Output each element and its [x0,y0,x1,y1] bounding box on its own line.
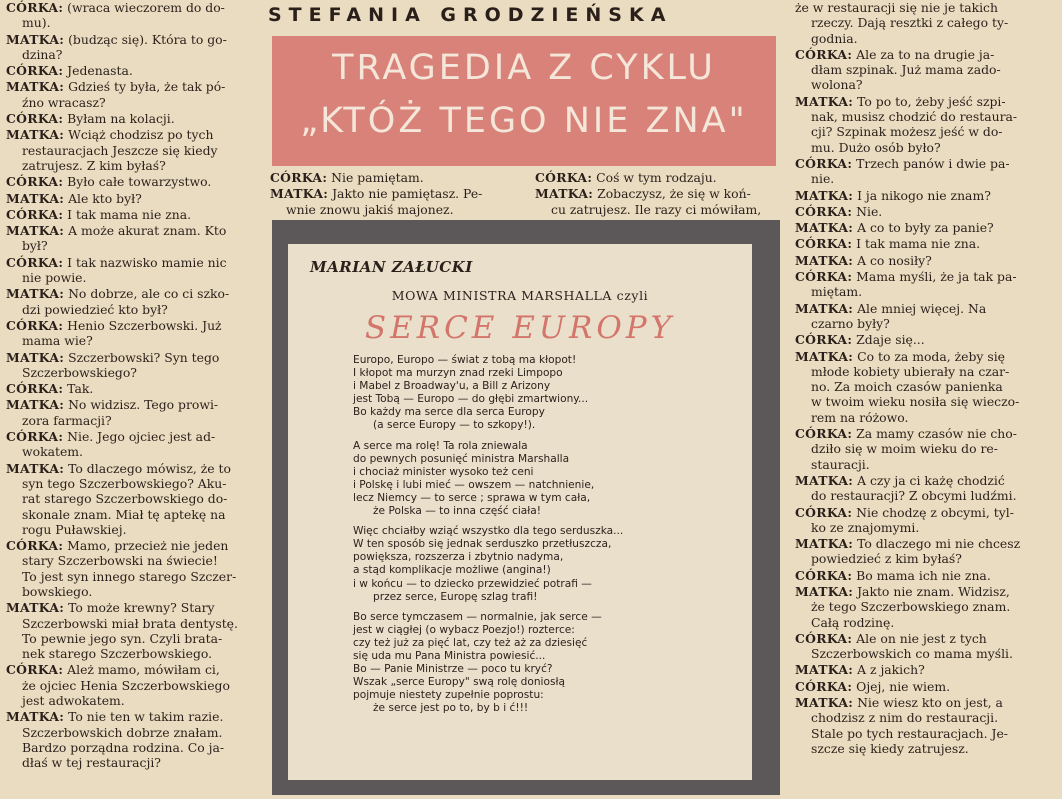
speaker-label: MATKA: [6,79,65,95]
dialogue-line [795,269,1047,300]
speaker-label: MATKA: [795,93,854,109]
poem-author: MARIAN ZAŁUCKI [310,258,473,276]
dialogue-continuation: To jest syn innego starego Szczer- [22,568,237,584]
dialogue-text: I tak nazwisko mamie nic [67,254,227,270]
dialogue-continuation: cu zatrujesz. Ile razy ci mówiłam, [551,201,762,217]
speaker-label: CÓRKA: [6,174,64,190]
dialogue-continuation: ko ze znajomymi. [811,519,920,535]
speaker-label: MATKA: [795,187,854,203]
dialogue-line [795,568,1047,583]
dialogue-line [795,236,1047,251]
speaker-label: CÓRKA: [795,203,853,219]
dialogue-text: I ja nikogo nie znam? [857,187,991,203]
dialogue-text: To nie ten w takim razie. [68,709,224,725]
right-dialogue-column [795,0,1047,757]
dialogue-continuation: Szczerbowski miał brata dentystę. [22,615,238,631]
dialogue-continuation: do restauracji? Z obcymi ludźmi. [811,488,1017,504]
poem-line: W ten sposób się jednak serduszko przetłuszcza, [353,538,612,551]
speaker-label: MATKA: [795,252,854,268]
dialogue-text: Ale on nie jest z tych [856,630,987,646]
speaker-label: MATKA: [795,536,854,552]
dialogue-line [6,350,261,381]
dialogue-text: To dlaczego mi nie chcesz [857,536,1021,552]
dialogue-line [795,301,1047,332]
dialogue-line [6,174,261,189]
dialogue-line [6,63,261,78]
dialogue-continuation: rem na różowo. [811,409,909,425]
dialogue-continuation: Szczerbowskiego? [22,364,137,380]
dialogue-text: No widzisz. Tego prowi- [68,397,219,413]
poem-line: przez serce, Europę szlag trafi! [373,590,538,603]
dialogue-text: Jakto nie znam. Widzisz, [857,583,1010,599]
dialogue-text: Trzech panów i dwie pa- [856,155,1010,171]
dialogue-continuation: w twoim wieku nosiła się wieczo- [811,394,1020,410]
dialogue-continuation: bowskiego. [22,583,93,599]
dialogue-line [795,631,1047,662]
speaker-label: CÓRKA: [270,170,328,185]
dialogue-text: Jakto nie pamiętasz. Pe- [332,186,483,202]
dialogue-continuation: dzina? [22,46,63,62]
dialogue-continuation: czarno były? [811,315,890,331]
dialogue-line [6,191,261,206]
poem-line: do pewnych posunięć ministra Marshalla [353,452,570,465]
speaker-label: CÓRKA: [6,538,64,554]
speaker-label: CÓRKA: [795,269,853,285]
dialogue-text: Ale za to na drugie ja- [856,46,995,62]
dialogue-line [6,127,261,173]
poem-line: Bo — Panie Ministrze — poco tu kryć? [353,663,553,676]
dialogue-line [795,473,1047,504]
dialogue-line [795,253,1047,268]
poem-stanza [353,440,733,519]
dialogue-continuation: no. Za moich czasów panienka [811,379,1003,395]
dialogue-line [795,188,1047,203]
poem-line: Wszak „serce Europy" swą rolę doniosłą [353,676,565,689]
poem-line: (a serce Europy — to szkopy!). [373,419,536,432]
dialogue-text: A z jakich? [857,662,925,678]
dialogue-continuation: Całą rodzinę. [811,614,895,630]
dialogue-text: Zdaje się... [856,332,925,348]
dialogue-continuation: dłaś w tej restauracji? [22,755,161,771]
dialogue-line [6,461,261,537]
dialogue-continuation: stary Szczerbowski na świecie! [22,553,218,569]
poem-line: Bo każdy ma serce dla serca Europy [353,406,545,419]
dialogue-line [270,186,528,217]
dialogue-continuation: wolona? [811,77,863,93]
dialogue-continuation: godnia. [811,30,858,46]
speaker-label: MATKA: [6,460,65,476]
dialogue-continuation: skonale znam. Miał tę aptekę na [22,506,226,522]
dialogue-line [6,207,261,222]
dialogue-line [6,79,261,110]
dialogue-line [6,538,261,599]
dialogue-continuation: rat starego Szczerbowskiego do- [22,491,228,507]
speaker-label: MATKA: [6,600,65,616]
dialogue-text: Ojej, nie wiem. [856,678,951,694]
speaker-label: CÓRKA: [6,0,64,15]
dialogue-continuation: rzeczy. Dają resztki z całego ty- [811,15,1009,31]
dialogue-line [795,505,1047,536]
dialogue-text: (budząc się). Która to go- [68,31,227,47]
dialogue-text: Ale mniej więcej. Na [857,300,987,316]
dialogue-line [6,286,261,317]
dialogue-continuation: mama wie? [22,333,93,349]
speaker-label: CÓRKA: [6,662,64,678]
dialogue-line [795,47,1047,93]
dialogue-line [795,662,1047,677]
dialogue-text: To może krewny? Stary [68,600,215,616]
dialogue-continuation: że ojciec Henia Szczerbowskiego [22,677,230,693]
dialogue-text: Bo mama ich nie zna. [856,567,991,583]
speaker-label: CÓRKA: [6,111,64,127]
dialogue-continuation: Stale po tych restauracjach. Je- [811,725,1008,741]
dialogue-line [6,429,261,460]
dialogue-text: No dobrze, ale co ci szko- [68,286,230,302]
dialogue-continuation: dzi powiedzieć kto był? [22,301,168,317]
dialogue-line [6,223,261,254]
speaker-label: MATKA: [6,127,65,143]
dialogue-text: Ależ mamo, mówiłam ci, [67,662,220,678]
speaker-label: MATKA: [795,220,854,236]
dialogue-text: Jedenasta. [67,63,133,79]
speaker-label: MATKA: [270,186,329,202]
dialogue-text: Nie pamiętam. [331,170,424,185]
poem-line: jest w ciągłej (o wybacz Poezjo!) rozterce: [353,623,575,636]
dialogue-line [795,349,1047,425]
poem-line: Więc chciałby wziąć wszystko dla tego serduszka... [353,525,624,538]
poem-line: że serce jest po to, by b i ć!!! [373,702,529,715]
dialogue-text: A może akurat znam. Kto [68,223,227,239]
dialogue-text: Szczerbowski? Syn tego [68,349,220,365]
speaker-label: MATKA: [795,583,854,599]
middle-dialogue-column-a [270,170,528,218]
poem-line: A serce ma rolę! Ta rola zniewala [353,439,528,452]
speaker-label: CÓRKA: [795,236,853,252]
dialogue-continuation: wokatem. [22,444,83,460]
dialogue-line [6,662,261,708]
poem-line: lecz Niemcy — to serce ; sprawa w tym cała, [353,491,591,504]
dialogue-continuation: szcze się kiedy zatrujesz. [811,740,969,756]
dialogue-text: Byłam na kolacji. [67,111,175,127]
dialogue-text: Henio Szczerbowski. Już [67,317,222,333]
article-title-line-1: TRAGEDIA Z CYKLU [332,48,716,88]
dialogue-line [795,584,1047,630]
speaker-label: MATKA: [535,186,594,202]
dialogue-line [6,255,261,286]
poem-line: że Polska — to inna część ciała! [373,505,542,518]
dialogue-line [535,186,785,217]
dialogue-continuation: chodzisz z nim do restauracji. [811,710,999,726]
dialogue-continuation: cji? Szpinak możesz jeść w do- [811,124,1003,140]
dialogue-line [6,381,261,396]
dialogue-line [795,94,1047,155]
dialogue-continuation: Szczerbowskich dobrze znałam. [22,724,223,740]
speaker-label: MATKA: [795,348,854,364]
middle-dialogue-column-b [535,170,785,218]
dialogue-line [795,220,1047,235]
speaker-label: CÓRKA: [6,381,64,397]
poem-stanza [353,611,733,716]
dialogue-continuation: nie. [811,171,835,187]
speaker-label: MATKA: [795,695,854,711]
dialogue-text: Coś w tym rodzaju. [596,170,717,185]
dialogue-text: Nie. [856,203,883,219]
speaker-label: CÓRKA: [6,63,64,79]
poem-line: pojmuje niestety zupełnie poprostu: [353,689,544,702]
poem-line: i Polskę i lubi mieć — owszem — natchnienie, [353,478,595,491]
speaker-label: CÓRKA: [535,170,593,185]
speaker-label: MATKA: [6,223,65,239]
article-title-line-2: „KTÓŻ TEGO NIE ZNA" [300,101,748,141]
poem-line: i Mabel z Broadway'u, a Bill z Arizony [353,380,551,393]
speaker-label: MATKA: [795,662,854,678]
poem-line: Europo, Europo — świat z tobą ma kłopot! [353,354,577,366]
dialogue-continuation: wnie znowu jakiś majonez. [286,201,454,217]
dialogue-text: I tak mama nie zna. [856,236,981,252]
dialogue-continuation: Szczerbowskich co mama myśli. [811,646,1013,662]
dialogue-line [6,709,261,770]
speaker-label: MATKA: [6,31,65,47]
dialogue-line [6,397,261,428]
speaker-label: CÓRKA: [795,332,853,348]
dialogue-continuation: dziło się w moim wieku do re- [811,441,998,457]
poem-body [353,354,733,722]
dialogue-line [6,600,261,661]
speaker-label: CÓRKA: [6,206,64,222]
dialogue-text: Nie. Jego ojciec jest ad- [67,429,216,445]
dialogue-text: Za mamy czasów nie cho- [856,426,1017,442]
dialogue-text: Było całe towarzystwo. [67,174,212,190]
speaker-label: CÓRKA: [795,46,853,62]
dialogue-line [795,426,1047,472]
dialogue-continuation: To pewnie jego syn. Czyli brata- [22,630,223,646]
dialogue-text: Zobaczysz, że się w koń- [597,186,751,202]
speaker-label: MATKA: [795,472,854,488]
article-title-box [272,36,776,166]
speaker-label: CÓRKA: [795,504,853,520]
dialogue-line [535,170,785,185]
dialogue-continuation: restauracjach Jeszcze się kiedy [22,142,218,158]
poem-line: i w końcu — to dziecko przewidzieć potrafi — [353,577,592,590]
poem-line: I kłopot ma murzyn znad rzeki Limpopo [353,367,563,380]
dialogue-continuation: stauracji. [811,456,870,472]
dialogue-text: To dlaczego mówisz, że to [68,460,231,476]
speaker-label: MATKA: [6,709,65,725]
speaker-label: CÓRKA: [6,254,64,270]
dialogue-text: Nie chodzę z obcymi, tyl- [856,504,1014,520]
dialogue-text: Tak. [67,381,94,397]
dialogue-text: To po to, żeby jeść szpi- [857,93,1006,109]
speaker-label: CÓRKA: [795,155,853,171]
dialogue-continuation: był? [22,238,48,254]
dialogue-text: Co to za moda, żeby się [857,348,1005,364]
dialogue-continuation: miętam. [811,284,863,300]
dialogue-text: A co to były za panie? [857,220,994,236]
speaker-label: CÓRKA: [795,567,853,583]
dialogue-continuation: zatrujesz. Z kim byłaś? [22,157,166,173]
dialogue-text: A co nosiły? [857,252,932,268]
poem-title: SERCE EUROPY [364,310,676,346]
dialogue-continuation: mu). [22,15,51,31]
dialogue-continuation: nak, musisz chodzić do restaura- [811,109,1018,125]
speaker-label: CÓRKA: [795,630,853,646]
dialogue-line [270,170,528,185]
dialogue-continuation: Bardzo porządna rodzina. Co ja- [22,739,225,755]
speaker-label: MATKA: [795,300,854,316]
speaker-label: MATKA: [6,286,65,302]
dialogue-continuation: że tego Szczerbowskiego znam. [811,599,1011,615]
dialogue-continuation: zora farmacji? [22,412,112,428]
poem-line: czy też już za pięć lat, czy też aż za dziesięć [353,636,588,649]
dialogue-continuation: jest adwokatem. [22,693,125,709]
speaker-label: CÓRKA: [795,678,853,694]
article-author: STEFANIA GRODZIEŃSKA [268,4,673,26]
dialogue-text: Mama myśli, że ja tak pa- [856,269,1017,285]
dialogue-text: A czy ja ci każę chodzić [857,472,1005,488]
poem-line: i chociaż minister wysoko też ceni [353,465,534,478]
speaker-label: MATKA: [6,349,65,365]
dialogue-continuation: nie powie. [22,270,87,286]
dialogue-line [6,111,261,126]
speaker-label: MATKA: [6,397,65,413]
left-dialogue-column [6,0,261,772]
speaker-label: CÓRKA: [6,317,64,333]
dialogue-text: że w restauracji się nie je takich [795,0,998,15]
dialogue-line [795,0,1047,46]
poem-line: jest Tobą — Europo — do głębi zmartwiony... [353,393,589,406]
dialogue-text: I tak mama nie zna. [67,206,192,222]
dialogue-text: Ale kto był? [68,190,142,206]
dialogue-continuation: mu. Dużo osób było? [811,139,941,155]
speaker-label: CÓRKA: [795,426,853,442]
speaker-label: MATKA: [6,190,65,206]
dialogue-line [795,332,1047,347]
dialogue-text: Gdzieś ty była, że tak pó- [68,79,226,95]
dialogue-line [6,318,261,349]
poem-stanza [353,525,733,604]
dialogue-continuation: dłam szpinak. Już mama zado- [811,62,1001,78]
dialogue-text: Wciąż chodzisz po tych [68,127,214,143]
poem-subtitle: MOWA MINISTRA MARSHALLA czyli [391,288,649,303]
dialogue-line [795,156,1047,187]
poem-stanza [353,354,733,433]
dialogue-text: Mamo, przecież nie jeden [67,538,229,554]
dialogue-line [6,32,261,63]
dialogue-continuation: źno wracasz? [22,94,106,110]
poem-line: powiększa, rozszerza i zbytnio nadyma, [353,551,564,564]
dialogue-continuation: młode kobiety ubierały na czar- [811,363,1010,379]
dialogue-line [6,0,261,31]
speaker-label: CÓRKA: [6,429,64,445]
poem-line: się uda mu Pana Ministra powiesić... [353,649,546,662]
dialogue-text: Nie wiesz kto on jest, a [857,695,1003,711]
dialogue-continuation: syn tego Szczerbowskiego? Aku- [22,475,227,491]
dialogue-continuation: powiedzieć z kim byłaś? [811,551,962,567]
dialogue-line [795,204,1047,219]
poem-line: a stąd komplikacje możliwe (angina!) [353,564,551,577]
poem-line: Bo serce tymczasem — normalnie, jak serce — [353,610,602,623]
dialogue-line [795,536,1047,567]
dialogue-continuation: nek starego Szczerbowskiego. [22,646,213,662]
dialogue-line [795,679,1047,694]
dialogue-continuation: rogu Puławskiej. [22,521,127,537]
dialogue-text: (wraca wieczorem do do- [67,0,225,15]
dialogue-line [795,695,1047,756]
